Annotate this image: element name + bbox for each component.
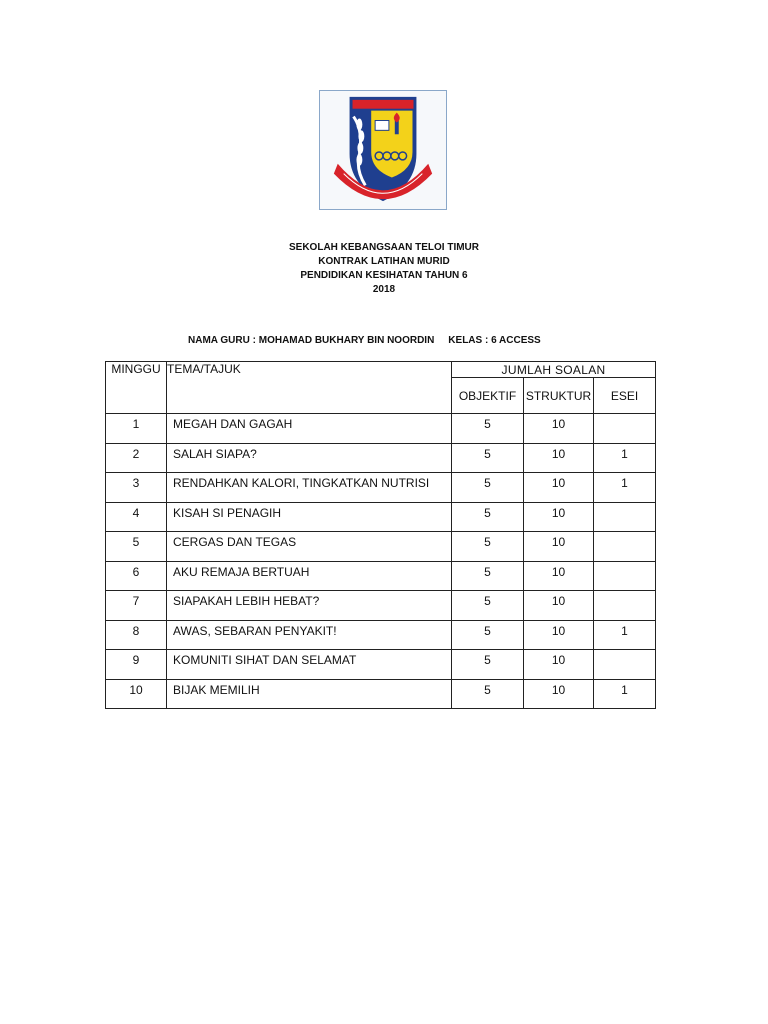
cell-topic: SALAH SIAPA? (167, 443, 452, 473)
cell-topic: RENDAHKAN KALORI, TINGKATKAN NUTRISI (167, 473, 452, 503)
cell-esei (594, 502, 656, 532)
table-row (106, 473, 656, 503)
cell-week: 2 (106, 443, 167, 473)
header-tema-tajuk: TEMA/TAJUK (167, 362, 452, 414)
school-name: SEKOLAH KEBANGSAAN TELOI TIMUR (289, 242, 479, 253)
cell-struktur: 10 (524, 443, 594, 473)
cell-week: 4 (106, 502, 167, 532)
document-heading (0, 241, 768, 297)
cell-topic: BIJAK MEMILIH (167, 679, 452, 709)
crest-top-banner (353, 100, 414, 109)
class-name: KELAS : 6 ACCESS (448, 335, 541, 346)
table-row (106, 502, 656, 532)
cell-week: 6 (106, 561, 167, 591)
crest-book-icon (375, 121, 389, 131)
table-row (106, 679, 656, 709)
subject-title: PENDIDIKAN KESIHATAN TAHUN 6 (300, 270, 468, 281)
cell-esei (594, 414, 656, 444)
cell-topic: CERGAS DAN TEGAS (167, 532, 452, 562)
table-row (106, 591, 656, 621)
cell-objektif: 5 (452, 414, 524, 444)
cell-week: 7 (106, 591, 167, 621)
cell-struktur: 10 (524, 414, 594, 444)
cell-objektif: 5 (452, 620, 524, 650)
contract-table (105, 361, 656, 709)
school-logo (319, 90, 447, 210)
cell-struktur: 10 (524, 502, 594, 532)
cell-topic: SIAPAKAH LEBIH HEBAT? (167, 591, 452, 621)
cell-objektif: 5 (452, 532, 524, 562)
header-objektif: OBJEKTIF (452, 378, 524, 414)
cell-struktur: 10 (524, 532, 594, 562)
table-row (106, 443, 656, 473)
cell-struktur: 10 (524, 650, 594, 680)
cell-week: 3 (106, 473, 167, 503)
cell-esei: 1 (594, 473, 656, 503)
header-esei: ESEI (594, 378, 656, 414)
year-label: 2018 (372, 284, 396, 295)
cell-topic: KISAH SI PENAGIH (167, 502, 452, 532)
cell-esei: 1 (594, 443, 656, 473)
table-row (106, 561, 656, 591)
cell-topic: AKU REMAJA BERTUAH (167, 561, 452, 591)
header-jumlah-soalan: JUMLAH SOALAN (452, 362, 656, 378)
cell-week: 10 (106, 679, 167, 709)
cell-objektif: 5 (452, 561, 524, 591)
table-row (106, 414, 656, 444)
header-minggu: MINGGU (106, 362, 167, 414)
cell-week: 1 (106, 414, 167, 444)
cell-objektif: 5 (452, 443, 524, 473)
crest-torch-icon (395, 121, 399, 135)
header-struktur: STRUKTUR (524, 378, 594, 414)
cell-week: 9 (106, 650, 167, 680)
cell-objektif: 5 (452, 502, 524, 532)
cell-struktur: 10 (524, 473, 594, 503)
table-row (106, 620, 656, 650)
cell-struktur: 10 (524, 561, 594, 591)
cell-esei: 1 (594, 679, 656, 709)
table-row (106, 532, 656, 562)
cell-struktur: 10 (524, 620, 594, 650)
teacher-class-line (188, 335, 541, 346)
teacher-name: NAMA GURU : MOHAMAD BUKHARY BIN NOORDIN (188, 335, 435, 346)
cell-objektif: 5 (452, 679, 524, 709)
cell-esei (594, 650, 656, 680)
cell-esei (594, 591, 656, 621)
cell-esei: 1 (594, 620, 656, 650)
table-row (106, 650, 656, 680)
table-header-row (106, 362, 656, 378)
cell-objektif: 5 (452, 591, 524, 621)
cell-topic: AWAS, SEBARAN PENYAKIT! (167, 620, 452, 650)
cell-esei (594, 561, 656, 591)
cell-week: 8 (106, 620, 167, 650)
cell-week: 5 (106, 532, 167, 562)
cell-topic: MEGAH DAN GAGAH (167, 414, 452, 444)
contract-title: KONTRAK LATIHAN MURID (318, 256, 450, 267)
cell-objektif: 5 (452, 650, 524, 680)
cell-esei (594, 532, 656, 562)
cell-objektif: 5 (452, 473, 524, 503)
cell-struktur: 10 (524, 679, 594, 709)
cell-struktur: 10 (524, 591, 594, 621)
cell-topic: KOMUNITI SIHAT DAN SELAMAT (167, 650, 452, 680)
school-crest-icon (320, 91, 446, 209)
